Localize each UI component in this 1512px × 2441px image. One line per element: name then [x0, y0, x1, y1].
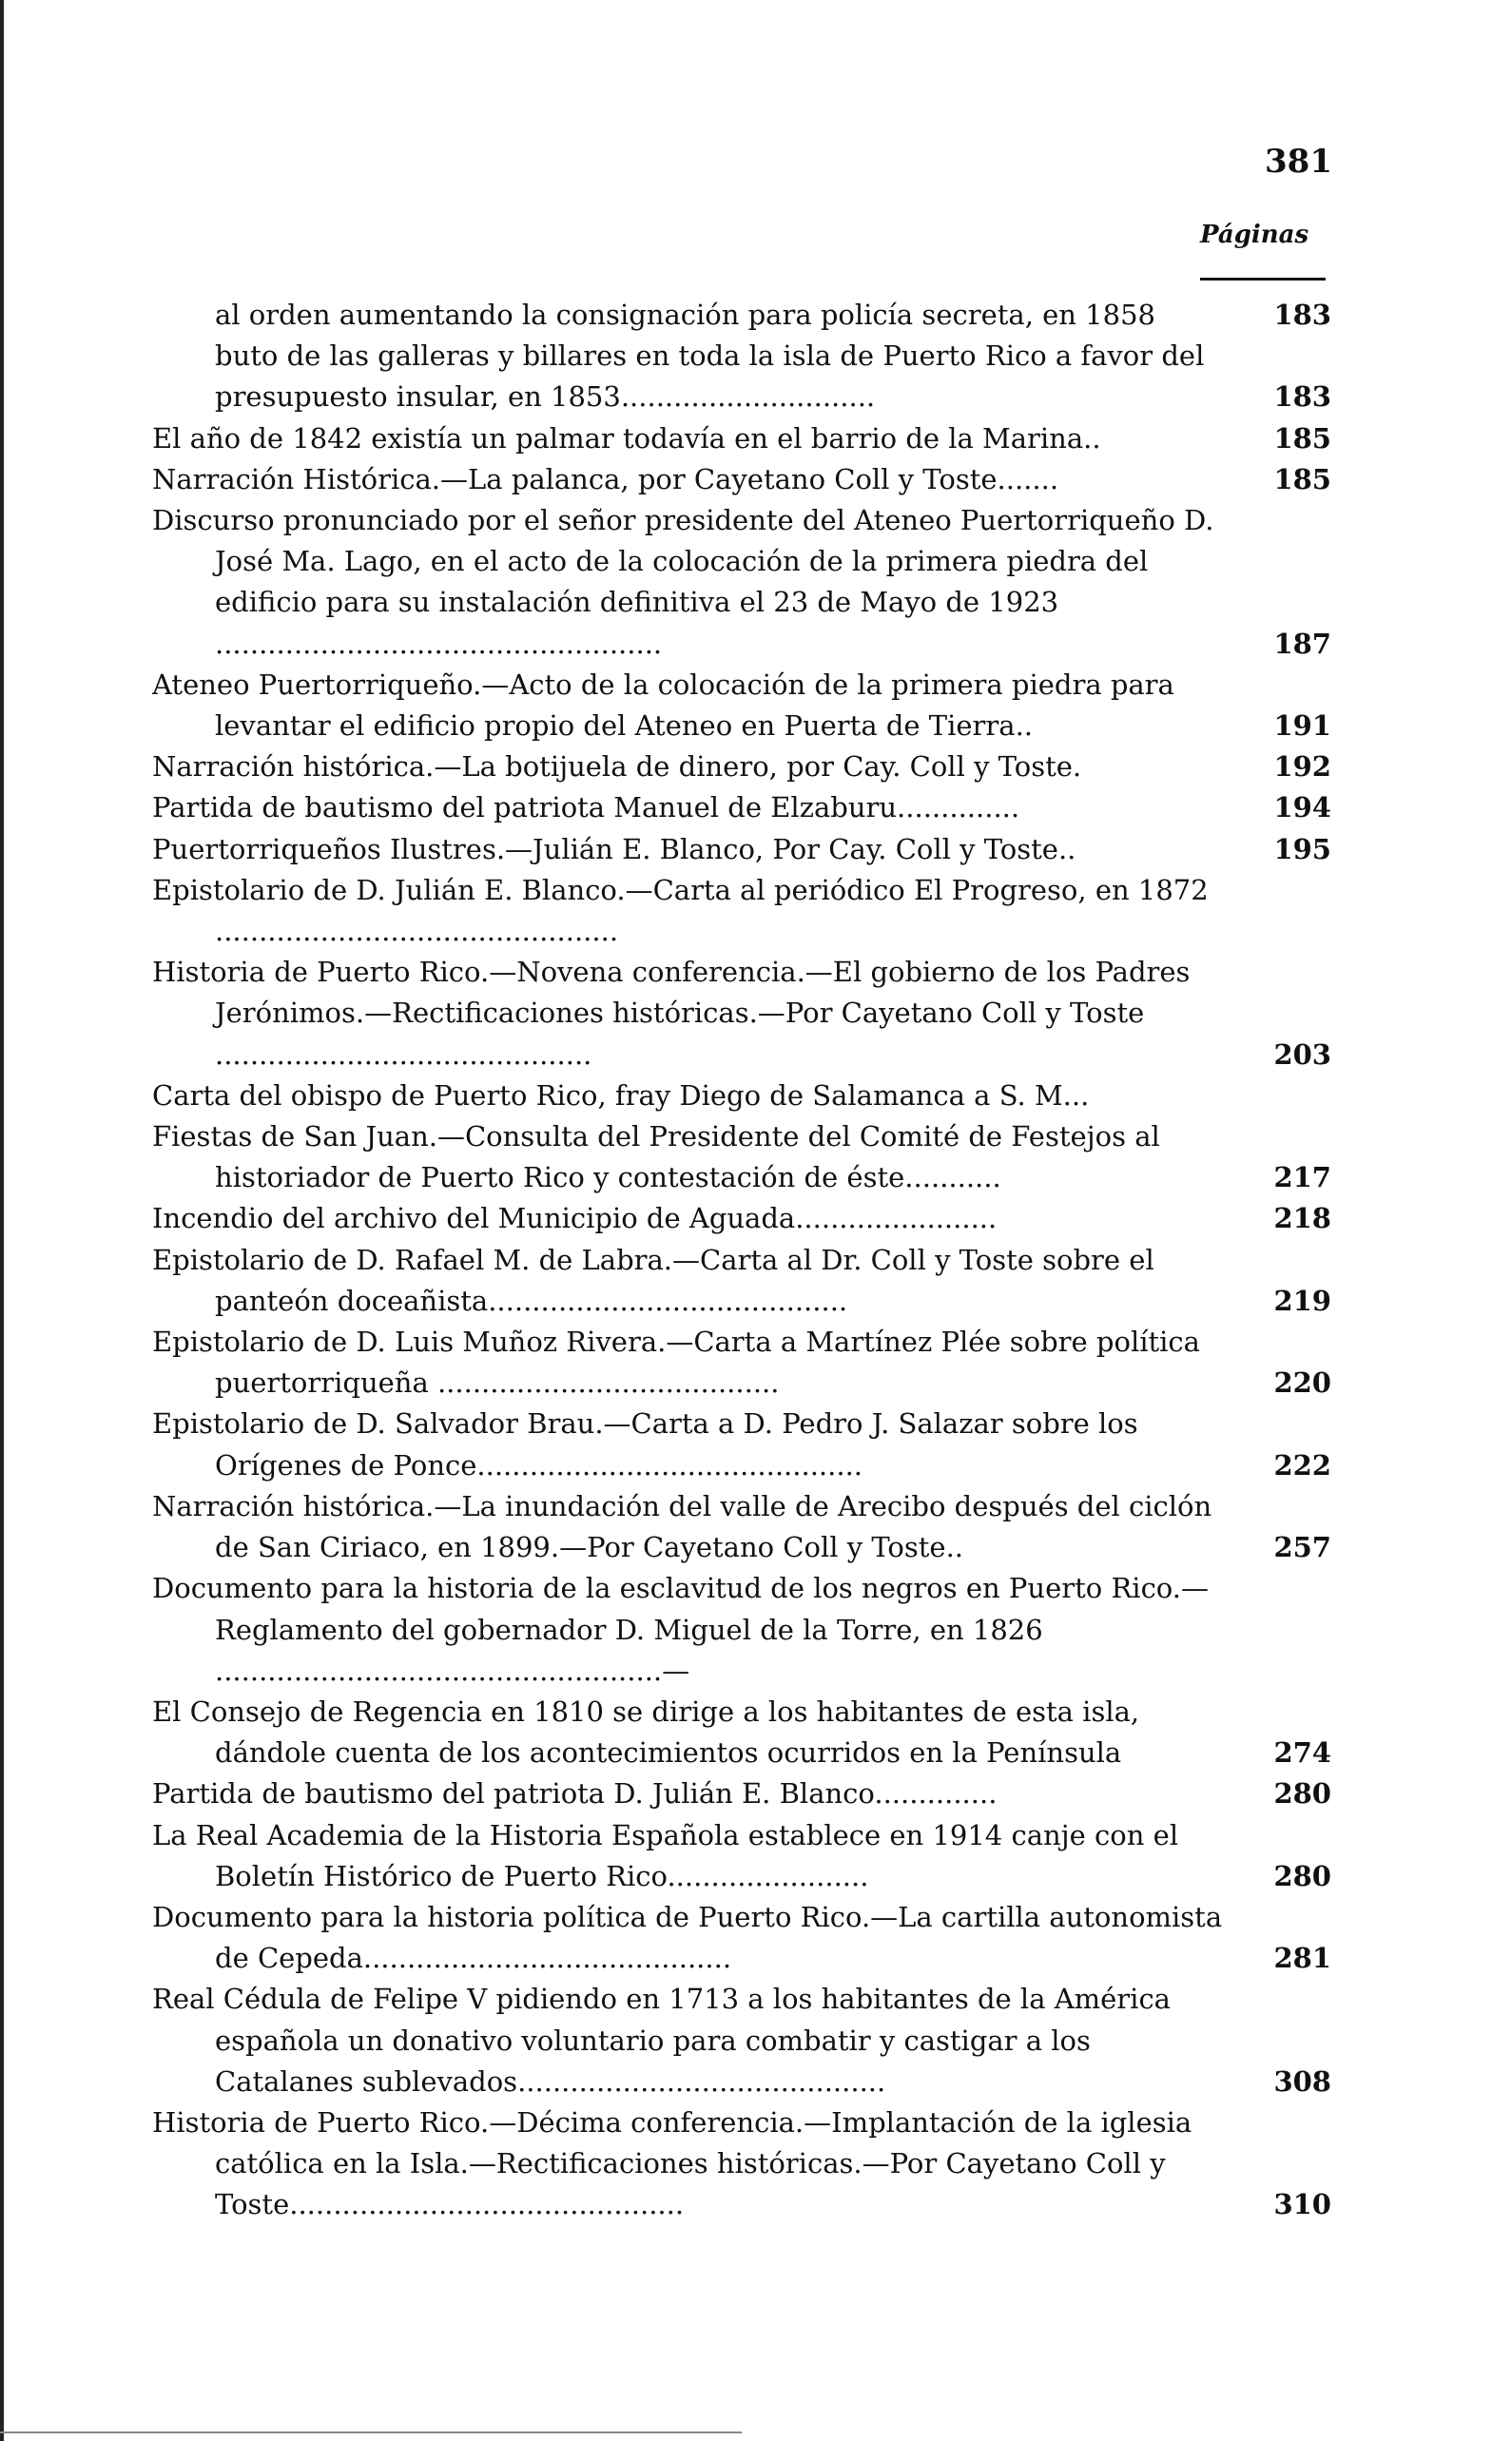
entry-title: El Consejo de Regencia en 1810 se dirige a los habitantes de esta isla, dándole cuenta de los acontecimientos ocurridos en la Península: [152, 1695, 1140, 1770]
table-of-contents: [152, 295, 1331, 2226]
toc-entry: [152, 1897, 1331, 1979]
entry-page-number: 183: [1273, 299, 1331, 331]
entry-title: Discurso pronunciado por el señor presidente del Ateneo Puertorriqueño D. José Ma. Lago, en el acto de la colocación de la primera piedra del edificio para su instalación definitiva el 23 de Mayo de 1923 ...................................................: [152, 504, 1214, 660]
toc-entry: [152, 829, 1331, 870]
toc-entry: [152, 1979, 1331, 2102]
entry-title: Ateneo Puertorriqueño.—Acto de la colocación de la primera piedra para levantar el edificio propio del Ateneo en Puerta de Tierra..: [152, 668, 1174, 743]
entry-page-number: 185: [1273, 462, 1331, 495]
entry-title: Historia de Puerto Rico.—Décima conferencia.—Implantación de la iglesia católica en la Isla.—Rectificaciones históricas.—Por Cayetano Coll y Toste.............................................: [152, 2105, 1192, 2221]
entry-page-number: 274: [1273, 1736, 1331, 1770]
toc-entry: [152, 336, 1331, 417]
entry-title: Narración Histórica.—La palanca, por Cayetano Coll y Toste.......: [152, 462, 1059, 495]
toc-entry: [152, 870, 1331, 952]
entry-page-number: 281: [1273, 1942, 1331, 1975]
entry-page-number: 187: [1273, 627, 1331, 660]
toc-entry: [152, 746, 1331, 787]
page-number: 381: [1265, 143, 1332, 181]
entry-page-number: 257: [1273, 1531, 1331, 1564]
entry-title: Documento para la historia política de Puerto Rico.—La cartilla autonomista de Cepeda..........................................: [152, 1900, 1223, 1975]
entry-page-number: 185: [1273, 421, 1331, 455]
toc-entry: [152, 2102, 1331, 2226]
toc-entry: [152, 500, 1331, 665]
entry-title: Puertorriqueños Ilustres.—Julián E. Blanco, Por Cay. Coll y Toste..: [152, 832, 1076, 865]
toc-entry: [152, 787, 1331, 828]
entry-title: Epistolario de D. Luis Muñoz Rivera.—Carta a Martínez Plée sobre política puertorriqueña .......................................: [152, 1326, 1200, 1400]
entry-title: Epistolario de D. Rafael M. de Labra.—Carta al Dr. Coll y Toste sobre el panteón doceañista.........................................: [152, 1243, 1154, 1317]
toc-entry: [152, 295, 1331, 336]
toc-entry: [152, 1322, 1331, 1404]
toc-entry: [152, 1240, 1331, 1322]
entry-title: buto de las galleras y billares en toda la isla de Puerto Rico a favor del presupuesto insular, en 1853.............................: [215, 339, 1205, 414]
entry-page-number: 280: [1273, 1859, 1331, 1892]
entry-title: Partida de bautismo del patriota D. Julián E. Blanco..............: [152, 1777, 998, 1811]
entry-page-number: 220: [1273, 1366, 1331, 1400]
page-edge-bottom: [0, 2431, 742, 2433]
page-edge-left: [0, 0, 4, 2441]
entry-title: al orden aumentando la consignación para policía secreta, en 1858: [215, 299, 1155, 331]
entry-page-number: 218: [1273, 1202, 1331, 1235]
toc-entry: [152, 418, 1331, 459]
toc-entry: [152, 1568, 1331, 1692]
entry-title: Narración histórica.—La inundación del valle de Arecibo después del ciclón de San Ciriaco, en 1899.—Por Cayetano Coll y Toste..: [152, 1489, 1212, 1564]
toc-entry: [152, 1486, 1331, 1568]
entry-title: El año de 1842 existía un palmar todavía en el barrio de la Marina..: [152, 421, 1101, 455]
toc-entry: [152, 1404, 1331, 1485]
toc-entry: [152, 1692, 1331, 1773]
toc-entry: [152, 1075, 1331, 1116]
toc-entry: [152, 1198, 1331, 1239]
entry-title: Carta del obispo de Puerto Rico, fray Diego de Salamanca a S. M...: [152, 1078, 1090, 1112]
entry-title: Historia de Puerto Rico.—Novena conferencia.—El gobierno de los Padres Jerónimos.—Rectificaciones históricas.—Por Cayetano Coll y Toste ...........................................: [152, 956, 1191, 1071]
entry-page-number: 308: [1273, 2064, 1331, 2098]
toc-entry: [152, 665, 1331, 746]
entry-page-number: 222: [1273, 1448, 1331, 1482]
entry-page-number: 194: [1273, 791, 1331, 824]
entry-title: La Real Academia de la Historia Española establece en 1914 canje con el Boletín Histórico de Puerto Rico.......................: [152, 1818, 1179, 1892]
entry-page-number: 192: [1273, 750, 1331, 784]
toc-entry: [152, 1116, 1331, 1198]
entry-title: Real Cédula de Felipe V pidiendo en 1713 a los habitantes de la América española un donativo voluntario para combatir y castigar a los Catalanes sublevados..........................................: [152, 1983, 1171, 2098]
toc-entry: [152, 952, 1331, 1075]
toc-entry: [152, 1815, 1331, 1897]
entry-page-number: 217: [1273, 1161, 1331, 1194]
entry-title: Documento para la historia de la esclavitud de los negros en Puerto Rico.—Reglamento del gobernador D. Miguel de la Torre, en 1826 ...................................................—: [152, 1572, 1209, 1687]
entry-page-number: 191: [1273, 709, 1331, 743]
entry-title: Narración histórica.—La botijuela de dinero, por Cay. Coll y Toste.: [152, 750, 1082, 784]
entry-page-number: 310: [1273, 2188, 1331, 2221]
entry-title: Epistolario de D. Julián E. Blanco.—Carta al periódico El Progreso, en 1872 ..............................................: [152, 873, 1209, 948]
entry-title: Incendio del archivo del Municipio de Aguada.......................: [152, 1202, 998, 1235]
entry-title: Partida de bautismo del patriota Manuel de Elzaburu..............: [152, 791, 1020, 824]
toc-entry: [152, 459, 1331, 500]
entry-title: Fiestas de San Juan.—Consulta del Presidente del Comité de Festejos al historiador de Puerto Rico y contestación de éste...........: [152, 1120, 1160, 1194]
toc-entry: [152, 1773, 1331, 1814]
entry-page-number: 203: [1273, 1037, 1331, 1071]
pages-column-heading: Páginas: [1200, 221, 1309, 249]
entry-title: Epistolario de D. Salvador Brau.—Carta a D. Pedro J. Salazar sobre los Orígenes de Ponce............................................: [152, 1407, 1138, 1482]
entry-page-number: 195: [1273, 832, 1331, 865]
entry-page-number: 219: [1273, 1284, 1331, 1317]
entry-page-number: 183: [1273, 380, 1331, 414]
entry-page-number: 280: [1273, 1777, 1331, 1811]
heading-rule: [1200, 278, 1326, 281]
